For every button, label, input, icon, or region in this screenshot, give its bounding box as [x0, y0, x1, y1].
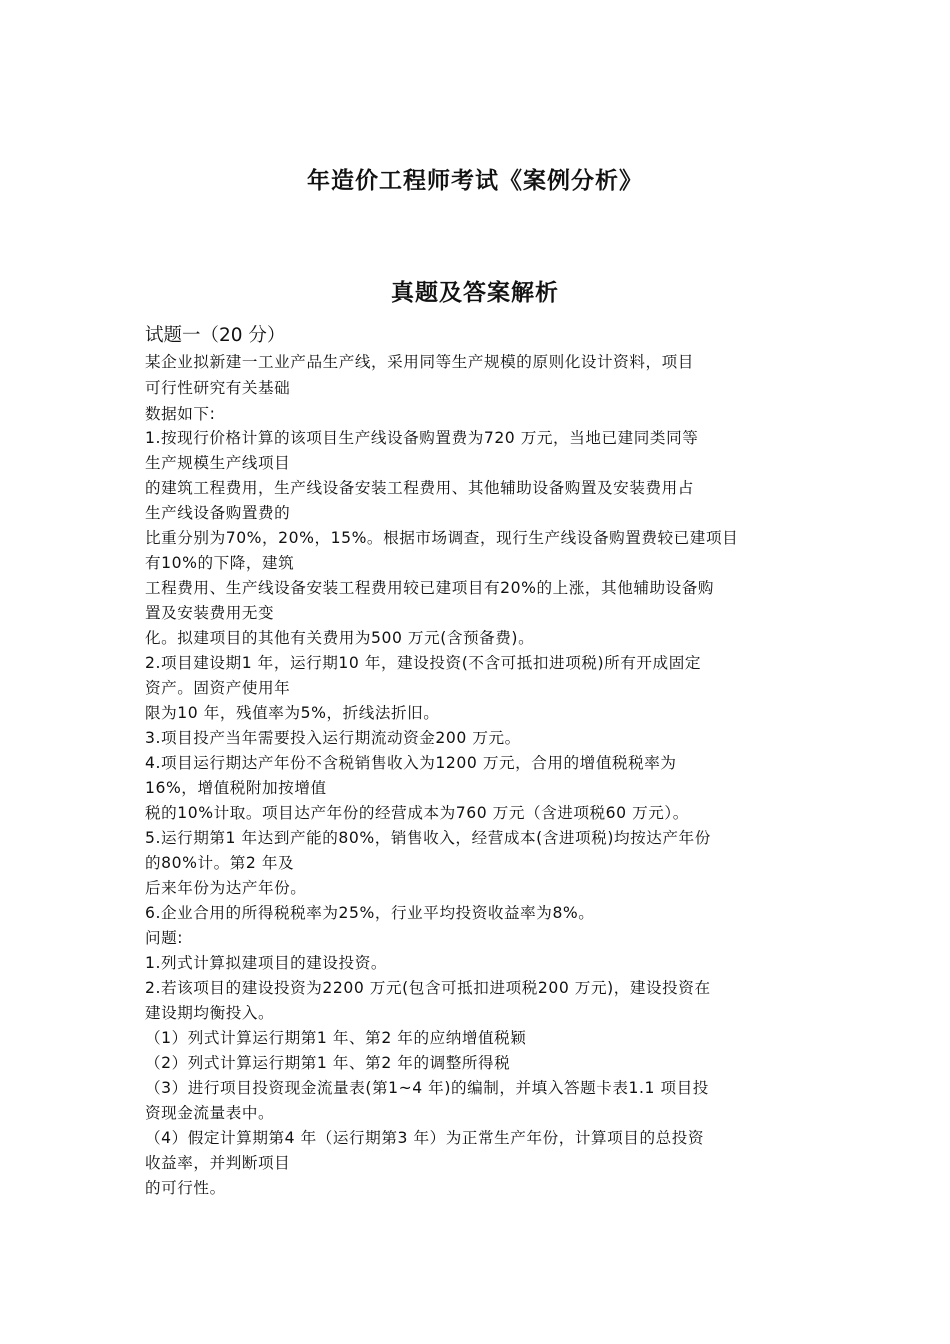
body-line: 生产规模生产线项目: [145, 454, 291, 472]
body-line: 生产线设备购置费的: [145, 504, 291, 522]
body-line: 2.项目建设期1 年，运行期10 年，建设投资(不含可抵扣进项税)所有开成固定: [145, 654, 701, 672]
body-line: 有10%的下降，建筑: [145, 554, 295, 572]
body-line: 5.运行期第1 年达到产能的80%，销售收入，经营成本(含进项税)均按达产年份: [145, 829, 711, 847]
body-line: 3.项目投产当年需要投入运行期流动资金200 万元。: [145, 729, 521, 747]
body-line: （4）假定计算期第4 年（运行期第3 年）为正常生产年份，计算项目的总投资: [145, 1129, 705, 1147]
body-line: 1.按现行价格计算的该项目生产线设备购置费为720 万元，当地已建同类同等: [145, 429, 699, 447]
body-line: 数据如下:: [145, 405, 216, 423]
body-line: 化。拟建项目的其他有关费用为500 万元(含预备费)。: [145, 629, 535, 647]
document-title: 年造价工程师考试《案例分析》: [307, 168, 643, 194]
body-line: 16%，增值税附加按增值: [145, 779, 327, 797]
body-line: 资产。固资产使用年: [145, 679, 291, 697]
body-line: （1）列式计算运行期第1 年、第2 年的应纳增值税颖: [145, 1029, 527, 1047]
body-line: 问题:: [145, 929, 184, 947]
body-line: 限为10 年，残值率为5%，折线法折旧。: [145, 704, 440, 722]
body-line: 6.企业合用的所得税税率为25%，行业平均投资收益率为8%。: [145, 904, 595, 922]
body-line: 的建筑工程费用，生产线设备安装工程费用、其他辅助设备购置及安装费用占: [145, 479, 694, 497]
body-line: 后来年份为达产年份。: [145, 879, 307, 897]
body-line: （2）列式计算运行期第1 年、第2 年的调整所得税: [145, 1054, 511, 1072]
document-subtitle: 真题及答案解析: [391, 280, 559, 306]
body-line: 资现金流量表中。: [145, 1104, 275, 1122]
body-line: 的80%计。第2 年及: [145, 854, 295, 872]
body-line: 4.项目运行期达产年份不含税销售收入为1200 万元，合用的增值税税率为: [145, 754, 677, 772]
body-line: 工程费用、生产线设备安装工程费用较已建项目有20%的上涨，其他辅助设备购: [145, 579, 715, 597]
body-line: 比重分别为70%，20%，15%。根据市场调查，现行生产线设备购置费较已建项目: [145, 529, 739, 547]
question-heading: 试题一（20 分）: [145, 325, 286, 346]
body-line: 可行性研究有关基础: [145, 379, 291, 397]
body-line: 2.若该项目的建设投资为2200 万元(包含可抵扣进项税200 万元)，建设投资在: [145, 979, 711, 997]
body-line: 的可行性。: [145, 1179, 226, 1197]
body-line: 收益率，并判断项目: [145, 1154, 291, 1172]
body-line: 建设期均衡投入。: [145, 1004, 275, 1022]
body-line: 1.列式计算拟建项目的建设投资。: [145, 954, 387, 972]
body-line: 置及安装费用无变: [145, 604, 275, 622]
body-line: 某企业拟新建一工业产品生产线，采用同等生产规模的原则化设计资料，项目: [145, 353, 694, 371]
body-line: 税的10%计取。项目达产年份的经营成本为760 万元（含进项税60 万元）。: [145, 804, 689, 822]
body-line: （3）进行项目投资现金流量表(第1~4 年)的编制，并填入答题卡表1.1 项目投: [145, 1079, 709, 1097]
